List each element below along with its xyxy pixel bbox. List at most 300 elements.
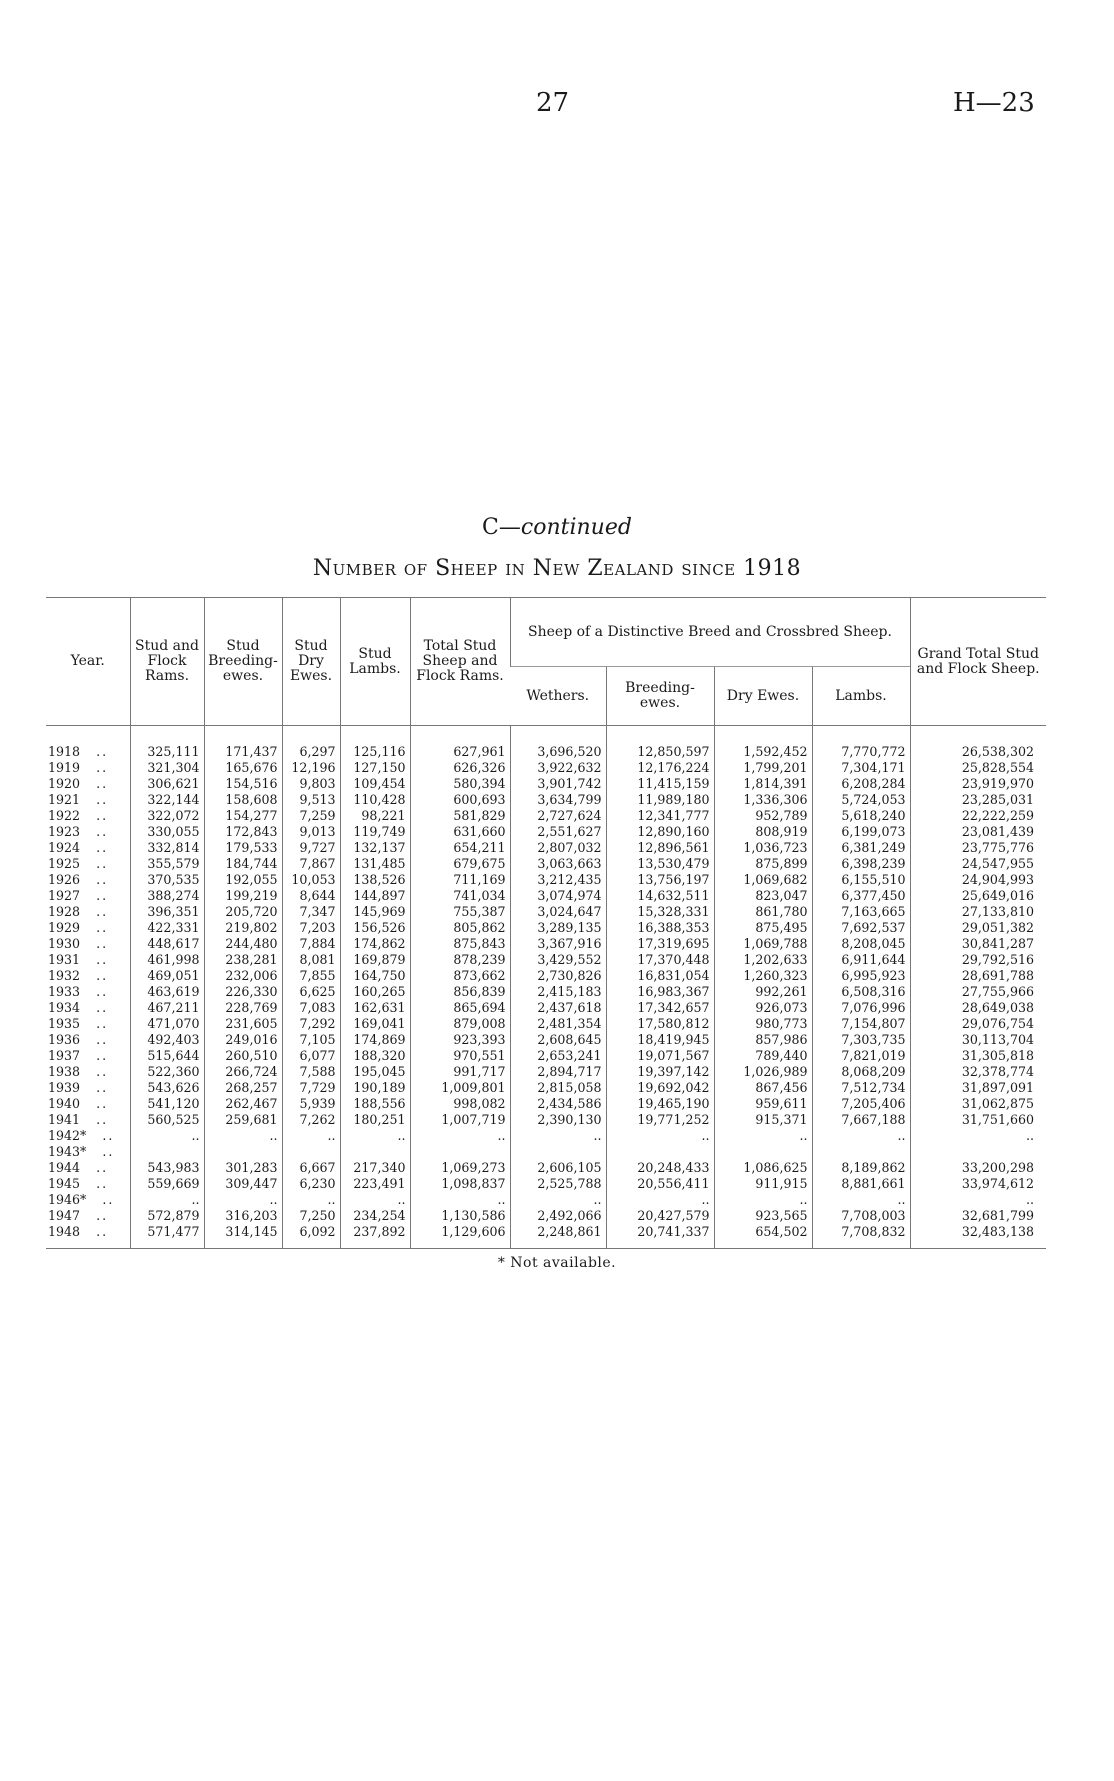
value-cell: 15,328,331 (606, 904, 714, 920)
value-cell: 31,062,875 (910, 1096, 1046, 1112)
value-cell: 12,196 (282, 760, 340, 776)
value-cell: 7,667,188 (812, 1112, 910, 1128)
year-leader-dots: .. (96, 1160, 109, 1175)
value-cell: 19,771,252 (606, 1112, 714, 1128)
value-cell: 19,397,142 (606, 1064, 714, 1080)
table-row (46, 856, 1046, 872)
value-cell: 654,502 (714, 1224, 812, 1249)
value-cell: 188,556 (340, 1096, 410, 1112)
value-cell: 808,919 (714, 824, 812, 840)
value-cell: 29,076,754 (910, 1016, 1046, 1032)
table-row (46, 984, 1046, 1000)
value-cell: 29,051,382 (910, 920, 1046, 936)
value-cell: 25,828,554 (910, 760, 1046, 776)
value-cell: 301,283 (204, 1160, 282, 1176)
value-cell: .. (510, 1192, 606, 1208)
year-leader-dots: .. (96, 1224, 109, 1239)
value-cell (606, 1144, 714, 1160)
value-cell: 18,419,945 (606, 1032, 714, 1048)
year-cell (46, 1064, 130, 1080)
value-cell: 22,222,259 (910, 808, 1046, 824)
value-cell: 2,492,066 (510, 1208, 606, 1224)
year-cell (46, 856, 130, 872)
year-leader-dots: .. (96, 936, 109, 951)
value-cell: 172,843 (204, 824, 282, 840)
value-cell: 231,605 (204, 1016, 282, 1032)
value-cell: 492,403 (130, 1032, 204, 1048)
year-cell (46, 824, 130, 840)
value-cell: 3,922,632 (510, 760, 606, 776)
value-cell: 238,281 (204, 952, 282, 968)
year-leader-dots: .. (96, 744, 109, 759)
value-cell: 7,855 (282, 968, 340, 984)
year-leader-dots: .. (96, 776, 109, 791)
value-cell: 7,259 (282, 808, 340, 824)
value-cell: 154,516 (204, 776, 282, 792)
value-cell: 7,692,537 (812, 920, 910, 936)
year-cell (46, 904, 130, 920)
value-cell (510, 1144, 606, 1160)
value-cell: 23,081,439 (910, 824, 1046, 840)
value-cell: 867,456 (714, 1080, 812, 1096)
page-number: 27 (536, 88, 570, 118)
value-cell (714, 1144, 812, 1160)
value-cell: 915,371 (714, 1112, 812, 1128)
value-cell: 2,815,058 (510, 1080, 606, 1096)
value-cell: 923,393 (410, 1032, 510, 1048)
caption-prefix: C— (482, 515, 521, 540)
year-label: 1924 (48, 840, 81, 855)
value-cell: 581,829 (410, 808, 510, 824)
year-label: 1920 (48, 776, 81, 791)
value-cell: 2,551,627 (510, 824, 606, 840)
year-leader-dots: .. (96, 952, 109, 967)
value-cell: 865,694 (410, 1000, 510, 1016)
year-leader-dots: .. (96, 760, 109, 775)
value-cell: .. (714, 1192, 812, 1208)
year-leader-dots: .. (96, 856, 109, 871)
year-cell (46, 1048, 130, 1064)
value-cell: 1,592,452 (714, 726, 812, 761)
value-cell: 1,069,788 (714, 936, 812, 952)
value-cell: 31,897,091 (910, 1080, 1046, 1096)
document-reference: H—23 (953, 88, 1035, 118)
value-cell: 7,347 (282, 904, 340, 920)
value-cell: 998,082 (410, 1096, 510, 1112)
value-cell: 164,750 (340, 968, 410, 984)
value-cell: 154,277 (204, 808, 282, 824)
year-cell (46, 888, 130, 904)
value-cell: .. (282, 1192, 340, 1208)
value-cell: 24,904,993 (910, 872, 1046, 888)
year-leader-dots: .. (96, 792, 109, 807)
value-cell: 29,792,516 (910, 952, 1046, 968)
year-leader-dots: .. (102, 1192, 115, 1207)
table-row (46, 872, 1046, 888)
value-cell (340, 1144, 410, 1160)
value-cell: 471,070 (130, 1016, 204, 1032)
value-cell: 580,394 (410, 776, 510, 792)
value-cell: 2,248,861 (510, 1224, 606, 1249)
value-cell: 174,869 (340, 1032, 410, 1048)
year-label: 1928 (48, 904, 81, 919)
value-cell: 543,983 (130, 1160, 204, 1176)
value-cell: .. (910, 1128, 1046, 1144)
value-cell: 226,330 (204, 984, 282, 1000)
year-label: 1932 (48, 968, 81, 983)
footnote: * Not available. (497, 1255, 617, 1271)
year-label: 1946* (48, 1192, 87, 1207)
value-cell: 7,262 (282, 1112, 340, 1128)
year-leader-dots: .. (96, 1176, 109, 1191)
value-cell: 461,998 (130, 952, 204, 968)
value-cell: 1,129,606 (410, 1224, 510, 1249)
value-cell: 237,892 (340, 1224, 410, 1249)
value-cell: 9,013 (282, 824, 340, 840)
table-title: Number of Sheep in New Zealand since 1918 (312, 556, 802, 581)
header-distinctive-group: Sheep of a Distinctive Breed and Crossbred Sheep. (510, 598, 910, 667)
value-cell: 1,069,682 (714, 872, 812, 888)
value-cell: 32,483,138 (910, 1224, 1046, 1249)
value-cell: 1,036,723 (714, 840, 812, 856)
value-cell: 2,606,105 (510, 1160, 606, 1176)
value-cell: 30,113,704 (910, 1032, 1046, 1048)
value-cell: 32,378,774 (910, 1064, 1046, 1080)
value-cell: 162,631 (340, 1000, 410, 1016)
value-cell (910, 1144, 1046, 1160)
value-cell: 875,843 (410, 936, 510, 952)
header-stud-lambs: Stud Lambs. (340, 598, 410, 726)
value-cell: 322,072 (130, 808, 204, 824)
value-cell: 6,297 (282, 726, 340, 761)
table-row (46, 1224, 1046, 1249)
value-cell: 7,867 (282, 856, 340, 872)
value-cell: 119,749 (340, 824, 410, 840)
value-cell: 522,360 (130, 1064, 204, 1080)
value-cell: 571,477 (130, 1224, 204, 1249)
year-label: 1921 (48, 792, 81, 807)
value-cell: 27,133,810 (910, 904, 1046, 920)
value-cell: 926,073 (714, 1000, 812, 1016)
value-cell: 19,465,190 (606, 1096, 714, 1112)
value-cell: 234,254 (340, 1208, 410, 1224)
value-cell: 127,150 (340, 760, 410, 776)
year-leader-dots: .. (96, 1000, 109, 1015)
value-cell (130, 1144, 204, 1160)
value-cell: 355,579 (130, 856, 204, 872)
value-cell: 627,961 (410, 726, 510, 761)
header-wethers: Wethers. (510, 667, 606, 726)
value-cell: 322,144 (130, 792, 204, 808)
value-cell: 330,055 (130, 824, 204, 840)
year-label: 1937 (48, 1048, 81, 1063)
value-cell: 20,248,433 (606, 1160, 714, 1176)
year-label: 1940 (48, 1096, 81, 1111)
table-body (46, 726, 1046, 1249)
value-cell: 878,239 (410, 952, 510, 968)
value-cell: 7,154,807 (812, 1016, 910, 1032)
value-cell: 7,821,019 (812, 1048, 910, 1064)
value-cell: .. (340, 1192, 410, 1208)
year-leader-dots: .. (102, 1144, 115, 1159)
table-row (46, 1000, 1046, 1016)
year-leader-dots: .. (96, 1032, 109, 1047)
value-cell: 268,257 (204, 1080, 282, 1096)
value-cell: 8,208,045 (812, 936, 910, 952)
value-cell: 31,305,818 (910, 1048, 1046, 1064)
value-cell: 132,137 (340, 840, 410, 856)
table-row (46, 920, 1046, 936)
value-cell (282, 1144, 340, 1160)
value-cell: 33,200,298 (910, 1160, 1046, 1176)
value-cell: 3,212,435 (510, 872, 606, 888)
year-cell (46, 808, 130, 824)
year-cell (46, 968, 130, 984)
value-cell: 2,415,183 (510, 984, 606, 1000)
table-row (46, 952, 1046, 968)
year-leader-dots: .. (96, 872, 109, 887)
year-label: 1930 (48, 936, 81, 951)
value-cell: 125,116 (340, 726, 410, 761)
value-cell: 6,625 (282, 984, 340, 1000)
value-cell: 3,429,552 (510, 952, 606, 968)
table-row (46, 808, 1046, 824)
year-leader-dots: .. (96, 920, 109, 935)
year-cell (46, 726, 130, 761)
value-cell: 23,919,970 (910, 776, 1046, 792)
value-cell: 388,274 (130, 888, 204, 904)
value-cell: 3,634,799 (510, 792, 606, 808)
value-cell: 171,437 (204, 726, 282, 761)
year-cell (46, 1096, 130, 1112)
value-cell (410, 1144, 510, 1160)
year-cell (46, 760, 130, 776)
value-cell: 28,691,788 (910, 968, 1046, 984)
value-cell: 7,205,406 (812, 1096, 910, 1112)
value-cell: 370,535 (130, 872, 204, 888)
year-label: 1919 (48, 760, 81, 775)
value-cell: 33,974,612 (910, 1176, 1046, 1192)
value-cell: 6,398,239 (812, 856, 910, 872)
value-cell: 5,939 (282, 1096, 340, 1112)
value-cell: 223,491 (340, 1176, 410, 1192)
value-cell: 138,526 (340, 872, 410, 888)
value-cell: 205,720 (204, 904, 282, 920)
table-row (46, 1112, 1046, 1128)
value-cell: 879,008 (410, 1016, 510, 1032)
value-cell: 7,203 (282, 920, 340, 936)
value-cell: 626,326 (410, 760, 510, 776)
value-cell: 316,203 (204, 1208, 282, 1224)
table-row (46, 968, 1046, 984)
value-cell: 543,626 (130, 1080, 204, 1096)
value-cell: 190,189 (340, 1080, 410, 1096)
value-cell: .. (410, 1192, 510, 1208)
year-leader-dots: .. (96, 968, 109, 983)
year-label: 1947 (48, 1208, 81, 1223)
value-cell: 144,897 (340, 888, 410, 904)
value-cell: 195,045 (340, 1064, 410, 1080)
value-cell: 98,221 (340, 808, 410, 824)
value-cell: 2,434,586 (510, 1096, 606, 1112)
value-cell: 10,053 (282, 872, 340, 888)
year-cell (46, 1000, 130, 1016)
value-cell: 8,068,209 (812, 1064, 910, 1080)
value-cell: 259,681 (204, 1112, 282, 1128)
value-cell: 6,077 (282, 1048, 340, 1064)
value-cell: 875,495 (714, 920, 812, 936)
table-row (46, 904, 1046, 920)
value-cell: .. (510, 1128, 606, 1144)
year-leader-dots: .. (96, 1080, 109, 1095)
year-label: 1929 (48, 920, 81, 935)
year-leader-dots: .. (96, 984, 109, 999)
value-cell: 8,644 (282, 888, 340, 904)
value-cell: .. (910, 1192, 1046, 1208)
value-cell: 1,007,719 (410, 1112, 510, 1128)
value-cell: 309,447 (204, 1176, 282, 1192)
value-cell: 266,724 (204, 1064, 282, 1080)
value-cell: 19,692,042 (606, 1080, 714, 1096)
value-cell: 2,894,717 (510, 1064, 606, 1080)
value-cell: 169,041 (340, 1016, 410, 1032)
value-cell: 25,649,016 (910, 888, 1046, 904)
year-label: 1935 (48, 1016, 81, 1031)
value-cell: 232,006 (204, 968, 282, 984)
table-row (46, 1160, 1046, 1176)
value-cell: 7,770,772 (812, 726, 910, 761)
value-cell: 11,415,159 (606, 776, 714, 792)
value-cell: 2,390,130 (510, 1112, 606, 1128)
year-label: 1934 (48, 1000, 81, 1015)
value-cell: 1,260,323 (714, 968, 812, 984)
value-cell: 26,538,302 (910, 726, 1046, 761)
value-cell: 184,744 (204, 856, 282, 872)
value-cell: 7,884 (282, 936, 340, 952)
year-label: 1922 (48, 808, 81, 823)
value-cell: 31,751,660 (910, 1112, 1046, 1128)
value-cell: 992,261 (714, 984, 812, 1000)
value-cell: 6,377,450 (812, 888, 910, 904)
value-cell: 3,063,663 (510, 856, 606, 872)
value-cell: 165,676 (204, 760, 282, 776)
table-row (46, 1208, 1046, 1224)
year-label: 1939 (48, 1080, 81, 1095)
value-cell: .. (812, 1128, 910, 1144)
value-cell: 970,551 (410, 1048, 510, 1064)
header-stud-dry-ewes: Stud Dry Ewes. (282, 598, 340, 726)
value-cell: 188,320 (340, 1048, 410, 1064)
value-cell: 2,481,354 (510, 1016, 606, 1032)
value-cell: 1,130,586 (410, 1208, 510, 1224)
value-cell: 199,219 (204, 888, 282, 904)
value-cell: 16,831,054 (606, 968, 714, 984)
table-row (46, 1080, 1046, 1096)
value-cell: 805,862 (410, 920, 510, 936)
year-cell (46, 872, 130, 888)
value-cell: 249,016 (204, 1032, 282, 1048)
value-cell: .. (410, 1128, 510, 1144)
value-cell: 180,251 (340, 1112, 410, 1128)
year-label: 1931 (48, 952, 81, 967)
table-row (46, 1064, 1046, 1080)
year-label: 1926 (48, 872, 81, 887)
value-cell: 11,989,180 (606, 792, 714, 808)
value-cell: 923,565 (714, 1208, 812, 1224)
value-cell: 12,341,777 (606, 808, 714, 824)
value-cell: 1,086,625 (714, 1160, 812, 1176)
year-label: 1918 (48, 744, 81, 759)
table-row (46, 1128, 1046, 1144)
value-cell: 217,340 (340, 1160, 410, 1176)
value-cell: 179,533 (204, 840, 282, 856)
value-cell: 789,440 (714, 1048, 812, 1064)
value-cell: .. (714, 1128, 812, 1144)
value-cell: 110,428 (340, 792, 410, 808)
value-cell: 2,437,618 (510, 1000, 606, 1016)
value-cell: 23,775,776 (910, 840, 1046, 856)
year-leader-dots: .. (96, 824, 109, 839)
year-cell (46, 1032, 130, 1048)
value-cell (812, 1144, 910, 1160)
value-cell: 325,111 (130, 726, 204, 761)
value-cell: 2,727,624 (510, 808, 606, 824)
value-cell: 2,525,788 (510, 1176, 606, 1192)
value-cell: 2,730,826 (510, 968, 606, 984)
value-cell: 2,807,032 (510, 840, 606, 856)
year-label: 1945 (48, 1176, 81, 1191)
header-breeding-ewes: Breeding-ewes. (606, 667, 714, 726)
year-label: 1927 (48, 888, 81, 903)
year-cell (46, 840, 130, 856)
value-cell: 228,769 (204, 1000, 282, 1016)
value-cell: 7,708,832 (812, 1224, 910, 1249)
value-cell: 7,708,003 (812, 1208, 910, 1224)
value-cell: 631,660 (410, 824, 510, 840)
year-leader-dots: .. (96, 888, 109, 903)
header-total-stud: Total Stud Sheep and Flock Rams. (410, 598, 510, 726)
year-label: 1948 (48, 1224, 81, 1239)
value-cell: 7,512,734 (812, 1080, 910, 1096)
header-stud-breeding-ewes: Stud Breeding-ewes. (204, 598, 282, 726)
value-cell: 9,803 (282, 776, 340, 792)
value-cell: 9,727 (282, 840, 340, 856)
value-cell: .. (606, 1128, 714, 1144)
value-cell: .. (130, 1192, 204, 1208)
value-cell: 5,618,240 (812, 808, 910, 824)
value-cell: 7,304,171 (812, 760, 910, 776)
value-cell: 6,092 (282, 1224, 340, 1249)
value-cell: 396,351 (130, 904, 204, 920)
value-cell: 952,789 (714, 808, 812, 824)
year-label: 1925 (48, 856, 81, 871)
year-cell (46, 952, 130, 968)
value-cell: 314,145 (204, 1224, 282, 1249)
year-leader-dots: .. (96, 1096, 109, 1111)
sheep-statistics-table (46, 597, 1046, 1249)
value-cell: 20,556,411 (606, 1176, 714, 1192)
value-cell: 1,336,306 (714, 792, 812, 808)
header-dry-ewes: Dry Ewes. (714, 667, 812, 726)
value-cell: 6,230 (282, 1176, 340, 1192)
value-cell: 7,292 (282, 1016, 340, 1032)
value-cell: .. (204, 1192, 282, 1208)
header-grand-total: Grand Total Stud and Flock Sheep. (910, 598, 1046, 726)
value-cell: 7,303,735 (812, 1032, 910, 1048)
value-cell: 17,370,448 (606, 952, 714, 968)
value-cell: 219,802 (204, 920, 282, 936)
year-label: 1943* (48, 1144, 87, 1159)
